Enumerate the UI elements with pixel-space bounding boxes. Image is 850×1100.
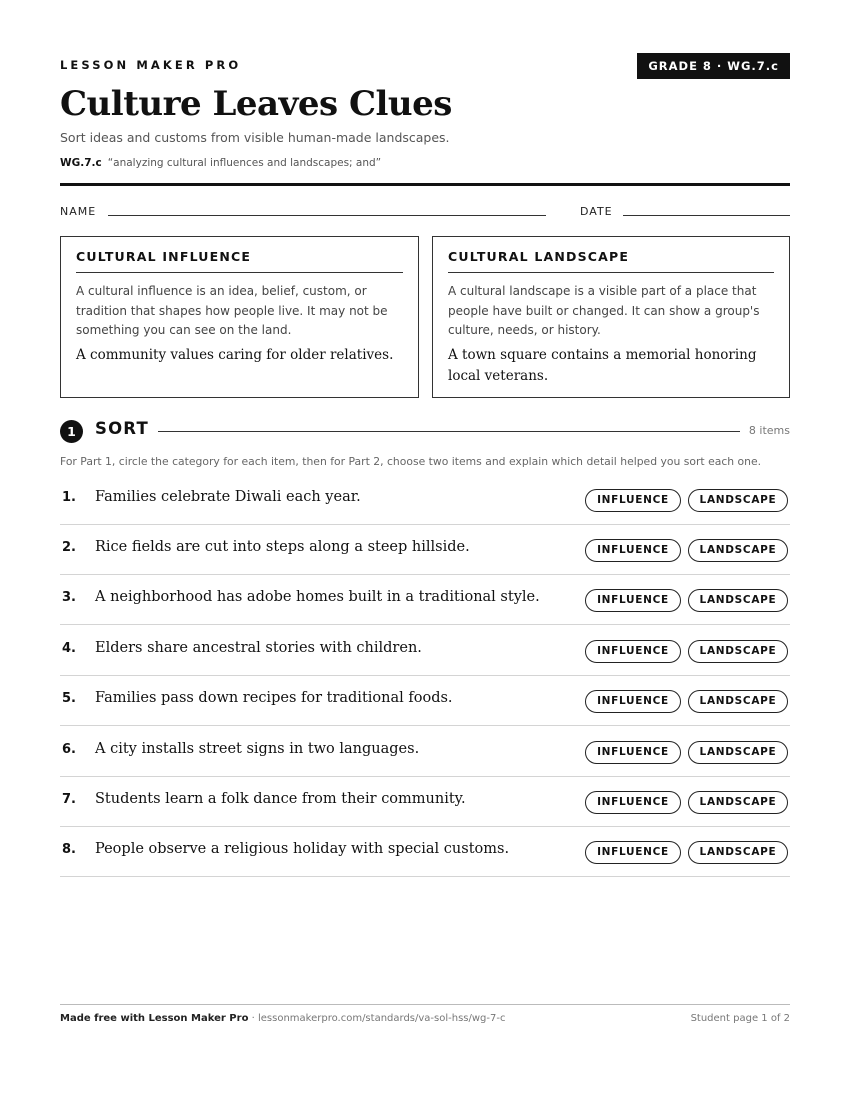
landscape-choice-button[interactable]: LANDSCAPE	[688, 539, 788, 562]
landscape-choice-button[interactable]: LANDSCAPE	[688, 640, 788, 663]
brand-name: LESSON MAKER PRO	[60, 58, 242, 72]
list-item	[60, 676, 790, 726]
section-title: SORT	[95, 419, 149, 438]
item-text: Families pass down recipes for traditional foods.	[95, 690, 453, 706]
card-example: A community values caring for older relatives.	[76, 346, 394, 363]
standard-text: “analyzing cultural influences and landscapes; and”	[107, 157, 382, 169]
item-text: Families celebrate Diwali each year.	[95, 489, 361, 505]
item-number: 6.	[62, 742, 76, 757]
cultural-influence-card	[60, 236, 419, 398]
influence-choice-button[interactable]: INFLUENCE	[585, 489, 681, 512]
instructions: For Part 1, circle the category for each item, then for Part 2, choose two items and explain which detail helped you sort each one.	[60, 455, 762, 468]
footer-made-with: Made free with Lesson Maker Pro	[60, 1013, 249, 1024]
date-label: DATE	[580, 205, 613, 218]
list-item	[60, 525, 790, 575]
influence-choice-button[interactable]: INFLUENCE	[585, 791, 681, 814]
item-number: 7.	[62, 792, 76, 807]
list-item	[60, 626, 790, 676]
item-text: A neighborhood has adobe homes built in a traditional style.	[95, 589, 540, 605]
footer-url[interactable]: · lessonmakerpro.com/standards/va-sol-hss/wg-7-c	[248, 1013, 506, 1024]
influence-choice-button[interactable]: INFLUENCE	[585, 589, 681, 612]
landscape-choice-button[interactable]: LANDSCAPE	[688, 791, 788, 814]
item-number: 2.	[62, 540, 76, 555]
influence-choice-button[interactable]: INFLUENCE	[585, 690, 681, 713]
card-definition: A cultural landscape is a visible part of a place that people have built or changed. It can show a group's culture, needs, or history.	[448, 284, 760, 337]
date-field[interactable]	[623, 215, 790, 216]
worksheet-page	[60, 0, 790, 1100]
list-item	[60, 475, 790, 525]
list-item	[60, 777, 790, 827]
name-label: NAME	[60, 205, 97, 218]
influence-choice-button[interactable]: INFLUENCE	[585, 640, 681, 663]
item-count: 8 items	[748, 424, 790, 437]
page-title: Culture Leaves Clues	[60, 84, 452, 124]
item-text: Elders share ancestral stories with children.	[95, 640, 422, 656]
influence-choice-button[interactable]: INFLUENCE	[585, 841, 681, 864]
section-number-badge: 1	[60, 420, 83, 443]
landscape-choice-button[interactable]: LANDSCAPE	[688, 841, 788, 864]
header-divider	[60, 183, 790, 186]
item-number: 3.	[62, 590, 76, 605]
list-item	[60, 827, 790, 877]
card-definition: A cultural influence is an idea, belief, custom, or tradition that shapes how people live. It may not be something you can see on the land.	[76, 284, 388, 337]
landscape-choice-button[interactable]: LANDSCAPE	[688, 690, 788, 713]
section-divider	[158, 431, 740, 432]
footer-divider	[60, 1004, 790, 1005]
list-item	[60, 575, 790, 625]
item-number: 4.	[62, 641, 76, 656]
name-field[interactable]	[108, 215, 546, 216]
cultural-landscape-card	[432, 236, 790, 398]
page-subtitle: Sort ideas and customs from visible human-made landscapes.	[60, 130, 450, 145]
item-number: 8.	[62, 842, 76, 857]
standard-line	[60, 157, 381, 169]
landscape-choice-button[interactable]: LANDSCAPE	[688, 489, 788, 512]
landscape-choice-button[interactable]: LANDSCAPE	[688, 741, 788, 764]
landscape-choice-button[interactable]: LANDSCAPE	[688, 589, 788, 612]
item-number: 1.	[62, 490, 76, 505]
card-example: A town square contains a memorial honoring local veterans.	[448, 346, 757, 384]
item-text: A city installs street signs in two languages.	[95, 741, 420, 757]
influence-choice-button[interactable]: INFLUENCE	[585, 539, 681, 562]
page-indicator: Student page 1 of 2	[690, 1013, 790, 1024]
item-number: 5.	[62, 691, 76, 706]
influence-choice-button[interactable]: INFLUENCE	[585, 741, 681, 764]
item-text: People observe a religious holiday with special customs.	[95, 841, 510, 857]
grade-badge: GRADE 8 · WG.7.c	[637, 53, 790, 79]
card-title: CULTURAL INFLUENCE	[76, 249, 403, 273]
footer-credit	[60, 1013, 505, 1024]
item-text: Rice fields are cut into steps along a steep hillside.	[95, 539, 470, 555]
item-text: Students learn a folk dance from their community.	[95, 791, 466, 807]
list-item	[60, 727, 790, 777]
standard-code: WG.7.c	[60, 157, 102, 169]
card-title: CULTURAL LANDSCAPE	[448, 249, 774, 273]
